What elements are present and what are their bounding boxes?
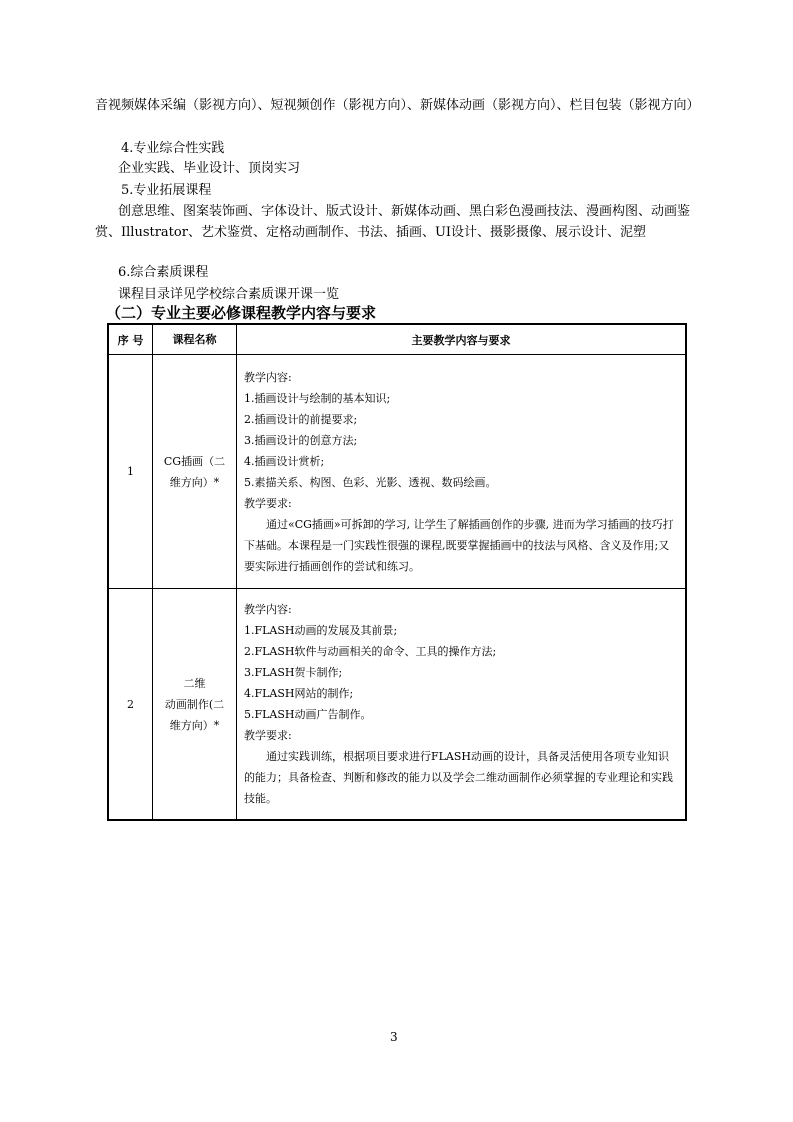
requirement-label: 教学要求: (244, 729, 292, 742)
course-name-line: 维方向）* (169, 718, 220, 732)
header-content: 主要教学内容与要求 (237, 324, 687, 355)
course-name-line: 二维 (183, 676, 206, 690)
course-table (107, 323, 687, 821)
practice-list: 企业实践、毕业设计、顶岗实习 (118, 161, 301, 176)
page-number: 3 (390, 1030, 398, 1044)
heading-practice: 4.专业综合性实践 (121, 141, 225, 156)
heading-extension-courses: 5.专业拓展课程 (121, 183, 212, 198)
requirement-text: 通过实践训练，根据项目要求进行FLASH动画的设计，具备灵活使用各项专业知识的能力；具备检查、判断和修改的能力以及学会二维动画制作必须掌握的专业理论和实践技能。 (244, 750, 673, 805)
course-name-line: CG插画（二 (163, 454, 226, 468)
table-row (108, 355, 686, 589)
content-item: 2.FLASH软件与动画相关的命令、工具的操作方法; (244, 645, 497, 658)
row-number: 2 (108, 589, 153, 821)
header-no: 序 号 (108, 324, 153, 355)
table-header-row (108, 324, 686, 355)
course-name-line: 维方向）* (169, 475, 220, 489)
section-title: （二）专业主要必修课程教学内容与要求 (106, 304, 377, 322)
general-courses-text: 课程目录详见学校综合素质课开课一览 (118, 287, 340, 302)
content-label: 教学内容: (244, 370, 292, 384)
content-item: 1.插画设计与绘制的基本知识; (244, 391, 391, 405)
content-item: 3.FLASH贺卡制作; (244, 666, 343, 679)
content-label: 教学内容: (244, 603, 292, 616)
heading-general-courses: 6.综合素质课程 (118, 265, 209, 280)
row-number: 1 (108, 355, 153, 589)
content-item: 5.素描关系、构图、色彩、光影、透视、数码绘画。 (244, 475, 497, 489)
table-row (108, 589, 686, 821)
course-name (153, 355, 237, 589)
intro-paragraph-1: 音视频媒体采编（影视方向）、短视频创作（影视方向）、新媒体动画（影视方向）、栏目包装（影视方向） (95, 98, 700, 113)
course-name (153, 589, 237, 821)
requirement-text: 通过«CG插画»可拆卸的学习, 让学生了解插画创作的步骤, 进而为学习插画的技巧打下基础。本课程是一门实践性很强的课程,既要掌握插画中的技法与风格、含义及作用;又要实际进行插画创作的尝试和练习。 (244, 517, 674, 573)
course-content (237, 589, 687, 821)
extension-courses-list: 创意思维、图案装饰画、字体设计、版式设计、新媒体动画、黑白彩色漫画技法、漫画构图、动画鉴赏、Illustrator、艺术鉴赏、定格动画制作、书法、插画、UI设计、摄影摄像、展示设计、泥塑 (95, 204, 691, 240)
header-course-name: 课程名称 (153, 324, 237, 355)
content-item: 2.插画设计的前提要求; (244, 412, 358, 426)
content-item: 5.FLASH动画广告制作。 (244, 708, 372, 721)
course-content (237, 355, 687, 589)
content-item: 4.FLASH网站的制作; (244, 687, 354, 700)
content-item: 3.插画设计的创意方法; (244, 433, 358, 447)
content-item: 1.FLASH动画的发展及其前景; (244, 624, 398, 637)
course-name-line: 动画制作(二 (164, 697, 225, 711)
requirement-label: 教学要求: (244, 496, 292, 510)
content-item: 4.插画设计赏析; (244, 454, 325, 468)
